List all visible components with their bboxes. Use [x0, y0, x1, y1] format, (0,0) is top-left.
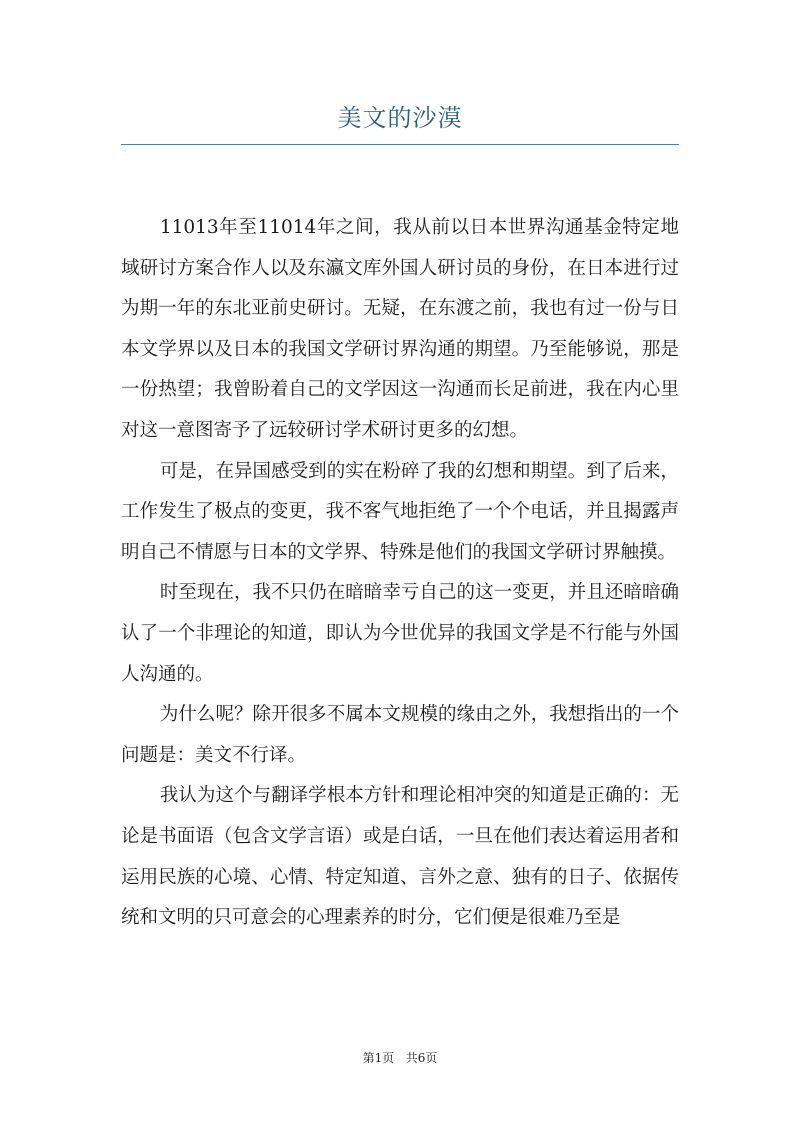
- paragraph-5: 我认为这个与翻译学根本方针和理论相冲突的知道是正确的：无论是书面语（包含文学言语）或是白话，一旦在他们表达着运用者和运用民族的心境、心情、特定知道、言外之意、独有的日子、依据传统和文明的只可意会的心理素养的时分，它们便是很难乃至是: [121, 785, 679, 929]
- page-number-footer: 第1页 共6页: [362, 1051, 438, 1065]
- document-body: [121, 208, 679, 939]
- paragraph-1: 11013年至11014年之间，我从前以日本世界沟通基金特定地域研讨方案合作人以及东瀛文库外国人研讨员的身份，在日本进行过为期一年的东北亚前史研讨。无疑，在东渡之前，我也有过一份与日本文学界以及日本的我国文学研讨界沟通的期望。乃至能够说，那是一份热望；我曾盼着自己的文学因这一沟通而长足前进，我在内心里对这一意图寄予了远较研讨学术研讨更多的幻想。: [121, 217, 679, 441]
- title-divider: [121, 144, 679, 145]
- paragraph-4: 为什么呢？除开很多不属本文规模的缘由之外，我想指出的一个问题是：美文不行译。: [121, 704, 679, 766]
- paragraph-3: 时至现在，我不只仍在暗暗幸亏自己的这一变更，并且还暗暗确认了一个非理论的知道，即认为今世优异的我国文学是不行能与外国人沟通的。: [121, 582, 679, 685]
- page-title: 美文的沙漠: [337, 104, 463, 132]
- paragraph-2: 可是，在异国感受到的实在粉碎了我的幻想和期望。到了后来，工作发生了极点的变更，我不客气地拒绝了一个个电话，并且揭露声明自己不情愿与日本的文学界、特殊是他们的我国文学研讨界触摸。: [121, 460, 679, 563]
